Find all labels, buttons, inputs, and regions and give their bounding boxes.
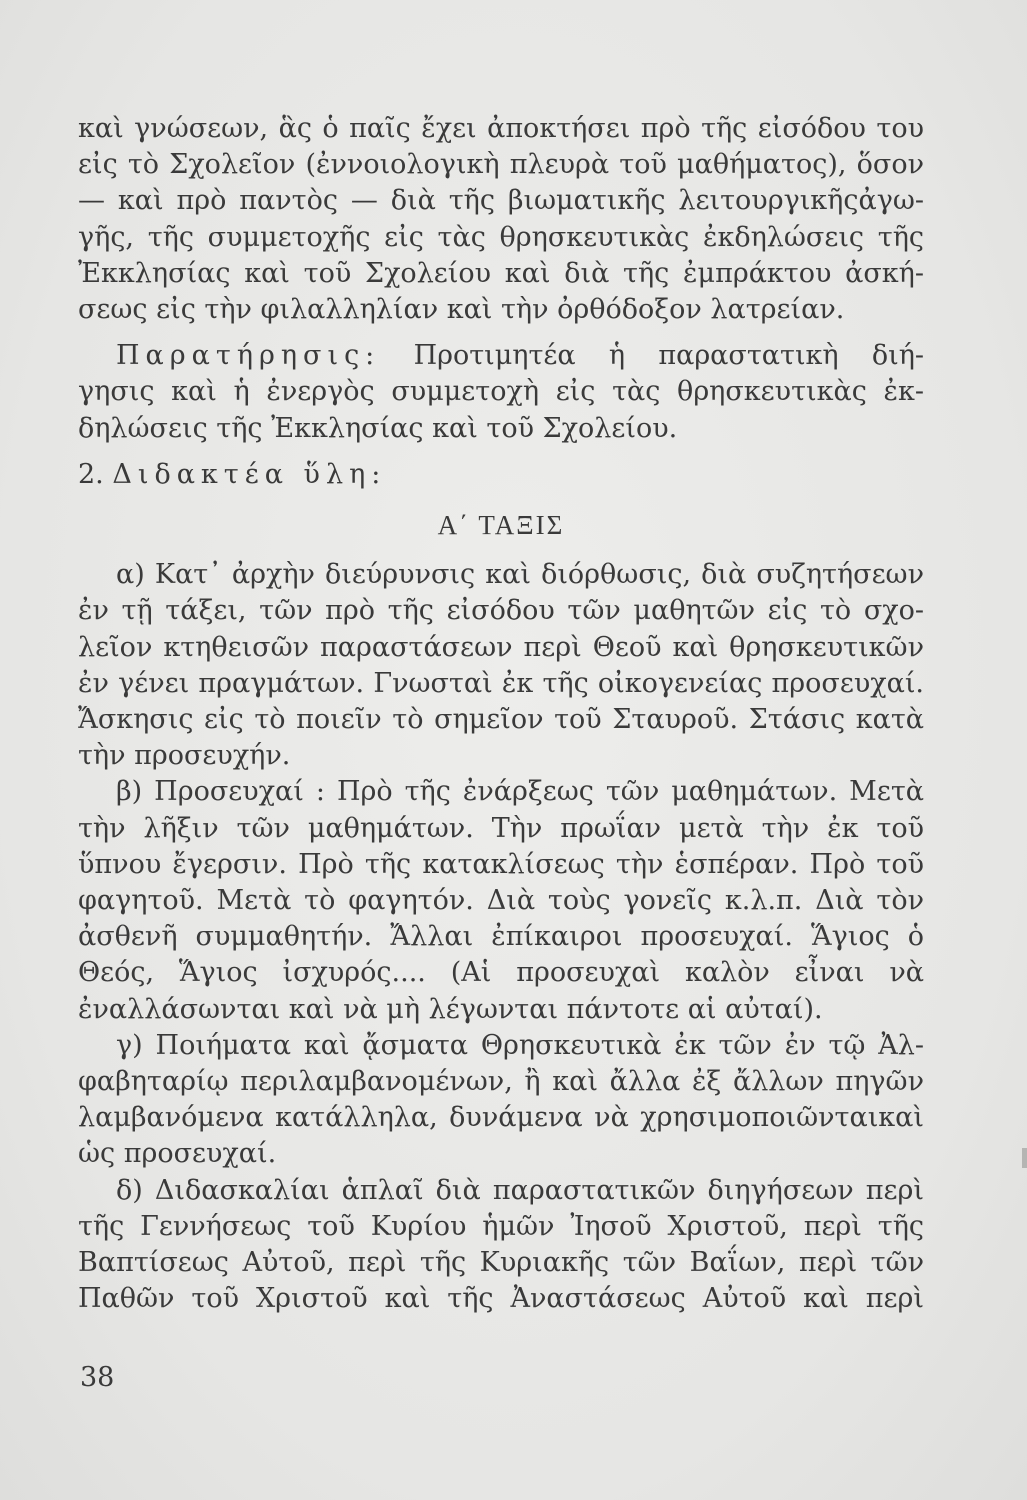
text-line: δ) Διδασκαλίαι ἁπλαῖ διὰ παραστατικῶν διηγήσεων περὶ [116,1174,924,1206]
text-line: Θεός, Ἅγιος ἰσχυρός.... (Αἱ προσευχαὶ καλὸν εἶναι νὰ [78,957,924,989]
item-c [78,1028,924,1173]
text-line: τὴν προσευχήν. [78,740,291,772]
item-d [78,1173,924,1318]
page-number: 38 [80,1362,115,1393]
page-body [78,111,924,1318]
observation-label: Παρατήρησις: [116,340,381,372]
text-line: τὴν λῆξιν τῶν μαθημάτων. Τὴν πρωΐαν μετὰ τὴν ἐκ τοῦ [78,812,924,844]
section-title: Διδακτέα ὕλη: [112,458,387,490]
text-line: Ἐκκλησίας καὶ τοῦ Σχολείου καὶ διὰ τῆς ἐμπράκτου ἀσκή- [78,257,924,289]
text-line: λεῖον κτηθεισῶν παραστάσεων περὶ Θεοῦ καὶ θρησκευτικῶν [78,631,924,663]
text-line: Βαπτίσεως Αὐτοῦ, περὶ τῆς Κυριακῆς τῶν Βαΐων, περὶ τῶν [78,1247,924,1279]
text-line: ὕπνου ἔγερσιν. Πρὸ τῆς κατακλίσεως τὴν ἑσπέραν. Πρὸ τοῦ [78,848,924,880]
text-line: — καὶ πρὸ παντὸς — διὰ τῆς βιωματικῆς λειτουργικῆςἀγω- [78,185,924,217]
text-line: γ) Ποιήματα καὶ ᾄσματα Θρησκευτικὰ ἐκ τῶν ἐν τῷ Ἀλ- [116,1029,924,1061]
section-number: 2. [78,458,104,490]
text-line: Παθῶν τοῦ Χριστοῦ καὶ τῆς Ἀναστάσεως Αὐτοῦ καὶ περὶ [78,1283,924,1315]
text-line: τῆς Γεννήσεως τοῦ Κυρίου ἡμῶν Ἰησοῦ Χριστοῦ, περὶ τῆς [78,1210,924,1242]
text-line: γησις καὶ ἡ ἐνεργὸς συμμετοχὴ εἰς τὰς θρησκευτικὰς ἐκ- [78,376,924,408]
text-line: σεως εἰς τὴν φιλαλληλίαν καὶ τὴν ὀρθόδοξον λατρείαν. [78,294,845,326]
text-line: ἐν γένει πραγμάτων. Γνωσταὶ ἐκ τῆς οἰκογενείας προσευχαί. [78,667,924,699]
text-line: δηλώσεις τῆς Ἐκκλησίας καὶ τοῦ Σχολείου. [78,412,678,444]
text-line: β) Προσευχαί : Πρὸ τῆς ἐνάρξεως τῶν μαθημάτων. Μετὰ [116,776,924,808]
text-line: καὶ γνώσεων, ἃς ὁ παῖς ἔχει ἀποκτήσει πρὸ τῆς εἰσόδου του [78,113,924,144]
observation-text: Προτιμητέα ἡ παραστατικὴ διή- [413,340,924,372]
text-line: ἀσθενῆ συμμαθητήν. Ἄλλαι ἐπίκαιροι προσευχαί. Ἅγιος ὁ [78,921,924,953]
text-line: α) Κατ᾿ ἀρχὴν διεύρυνσις καὶ διόρθωσις, διὰ συζητήσεων [116,559,924,591]
section-heading [78,457,924,493]
text-line [78,338,924,374]
class-heading: Α΄ ΤΑΞΙΣ [437,510,565,541]
text-line: λαμβανόμενα κατάλληλα, δυνάμενα νὰ χρησιμοποιῶνταικαὶ [78,1102,924,1134]
text-line: φαβηταρίῳ περιλαμβανομένων, ἢ καὶ ἄλλα ἐξ ἄλλων πηγῶν [78,1066,924,1098]
text-line: γῆς, τῆς συμμετοχῆς εἰς τὰς θρησκευτικὰς ἐκδηλώσεις τῆς [78,221,924,253]
intro-paragraph [78,111,924,328]
observation-paragraph [78,338,924,447]
text-line: ὡς προσευχαί. [78,1138,277,1170]
item-a [78,557,924,774]
item-b [78,774,924,1027]
text-line: εἰς τὸ Σχολεῖον (ἐννοιολογικὴ πλευρὰ τοῦ μαθήματος), ὅσον [78,149,924,181]
text-line: ἐναλλάσωνται καὶ νὰ μὴ λέγωνται πάντοτε αἱ αὐταί). [78,993,823,1025]
text-line: ἐν τῇ τάξει, τῶν πρὸ τῆς εἰσόδου τῶν μαθητῶν εἰς τὸ σχο- [78,595,924,627]
text-line: φαγητοῦ. Μετὰ τὸ φαγητόν. Διὰ τοὺς γονεῖς κ.λ.π. Διὰ τὸν [78,885,924,917]
text-line: Ἄσκησις εἰς τὸ ποιεῖν τὸ σημεῖον τοῦ Σταυροῦ. Στάσις κατὰ [78,704,924,736]
edge-mark [1022,1148,1027,1168]
section-title-line [78,457,924,493]
